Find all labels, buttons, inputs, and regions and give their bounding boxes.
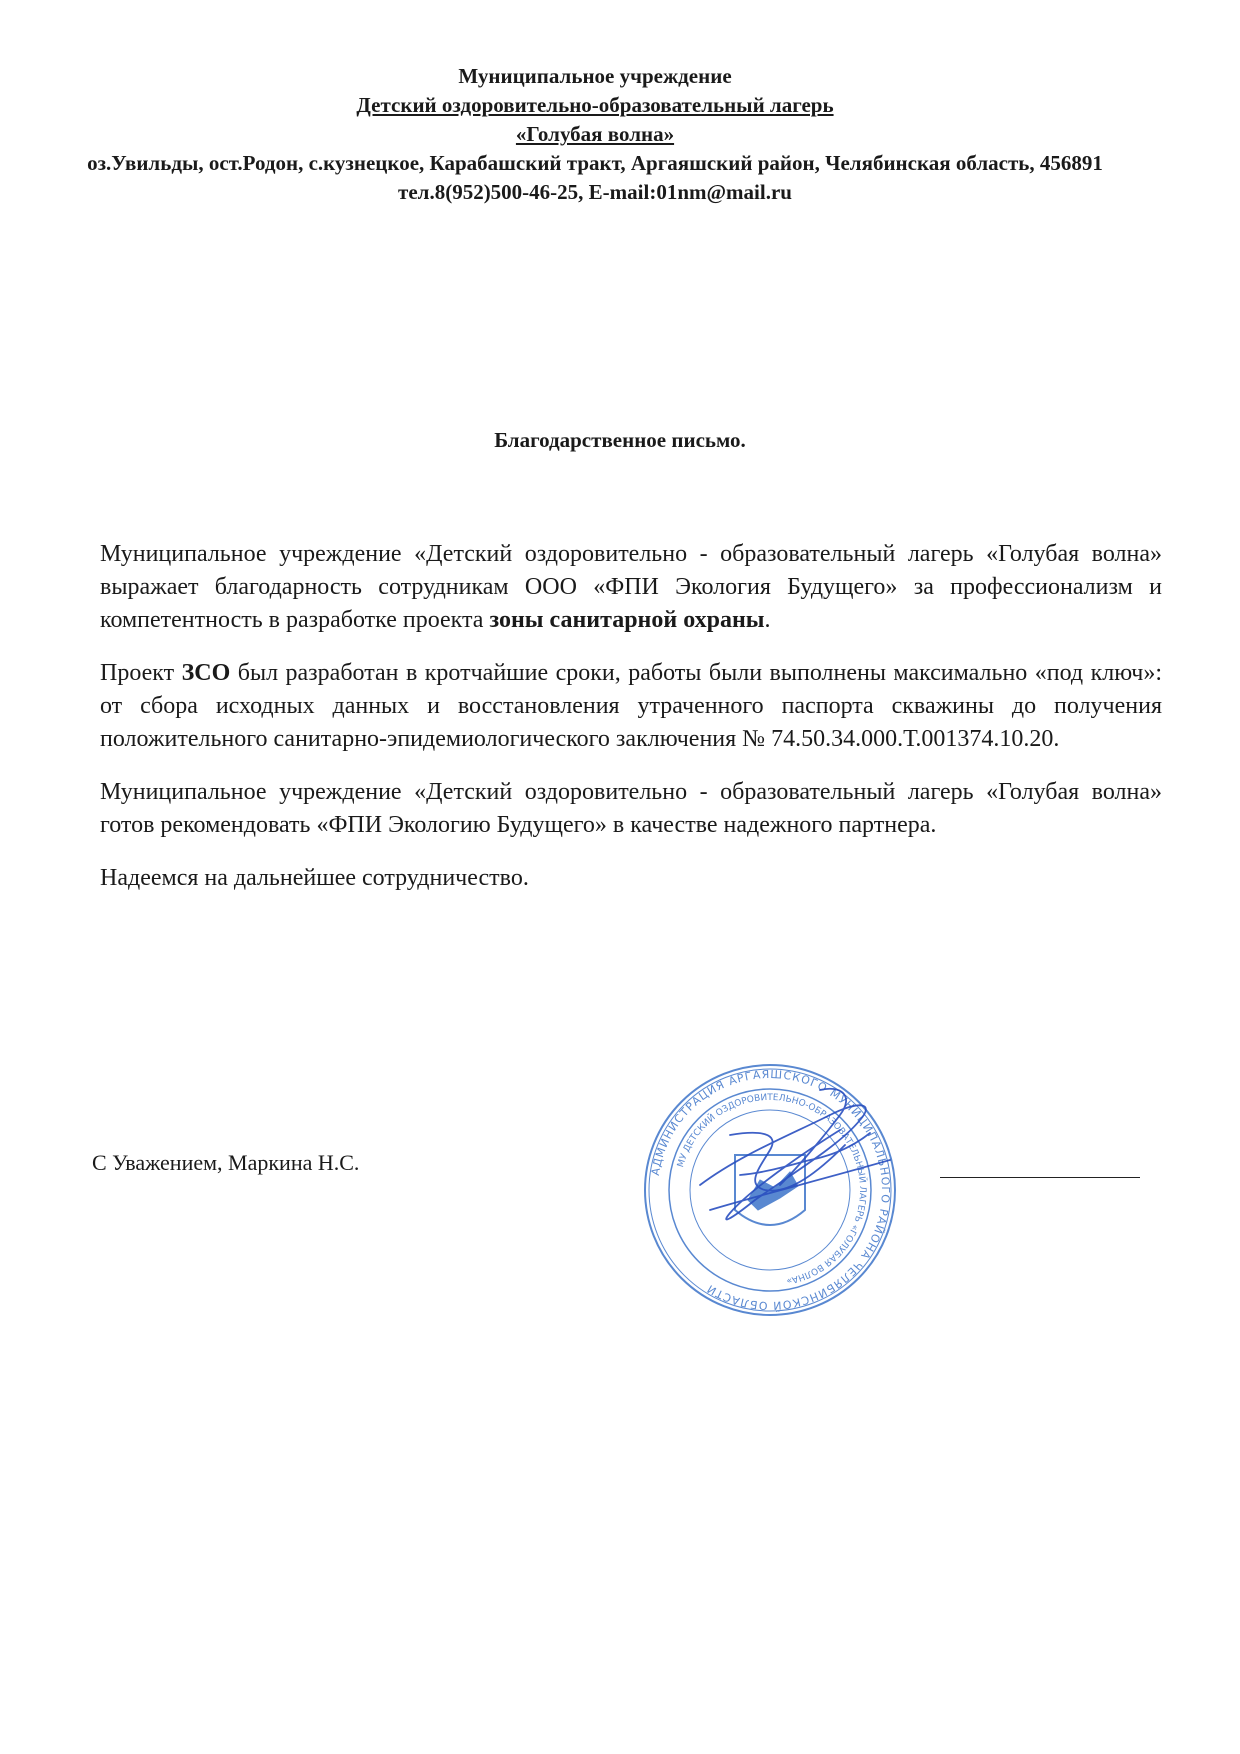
svg-text:АДМИНИСТРАЦИЯ АРГАЯШСКОГО МУНИ: АДМИНИСТРАЦИЯ АРГАЯШСКОГО МУНИЦИПАЛЬНОГО РАЙОНА ЧЕЛЯБИНСКОЙ ОБЛАСТИ [648, 1067, 893, 1313]
letter-body [100, 538, 1162, 915]
paragraph-project: Проект ЗСО был разработан в кротчайшие сроки, работы были выполнены максимально «под ключ»: от сбора исходных данных и восстановления утраченного паспорта скважины до получения положительного санитарно-эпидемиологического заключения № 74.50.34.000.Т.001374.10.20. [100, 660, 1163, 752]
organization-address: оз.Увильды, ост.Родон, с.кузнецкое, Карабашский тракт, Аргаяшский район, Челябинская область, 456891 [87, 151, 1103, 175]
closing-signature-name: С Уважением, Маркина Н.С. [92, 1150, 360, 1175]
paragraph-gratitude: Муниципальное учреждение «Детский оздоровительно - образовательный лагерь «Голубая волна» выражает благодарность сотрудникам ООО «ФПИ Экология Будущего» за профессионализм и компетентность в разработке проекта зоны санитарной охраны. [100, 541, 1162, 633]
letterhead [60, 62, 1130, 207]
handwritten-signature [670, 1075, 920, 1265]
svg-text:МУ ДЕТСКИЙ ОЗДОРОВИТЕЛЬНО-ОБРА: МУ ДЕТСКИЙ ОЗДОРОВИТЕЛЬНО-ОБРАЗОВАТЕЛЬНЫЙ ЛАГЕРЬ «ГОЛУБАЯ ВОЛНА» [676, 1092, 868, 1286]
paragraph-cooperation: Надеемся на дальнейшее сотрудничество. [100, 865, 529, 891]
organization-brand: «Голубая волна» [515, 122, 675, 146]
paragraph-recommendation: Муниципальное учреждение «Детский оздоровительно - образовательный лагерь «Голубая волна» готов рекомендовать «ФПИ Экологию Будущего» в качестве надежного партнера. [100, 779, 1162, 838]
letter-title: Благодарственное письмо. [494, 428, 746, 452]
organization-name: Детский оздоровительно-образовательный лагерь [356, 93, 834, 117]
organization-type: Муниципальное учреждение [458, 64, 732, 88]
organization-contacts: тел.8(952)500-46-25, E-mail:01nm@mail.ru [398, 180, 792, 204]
signature-line [940, 1177, 1140, 1178]
